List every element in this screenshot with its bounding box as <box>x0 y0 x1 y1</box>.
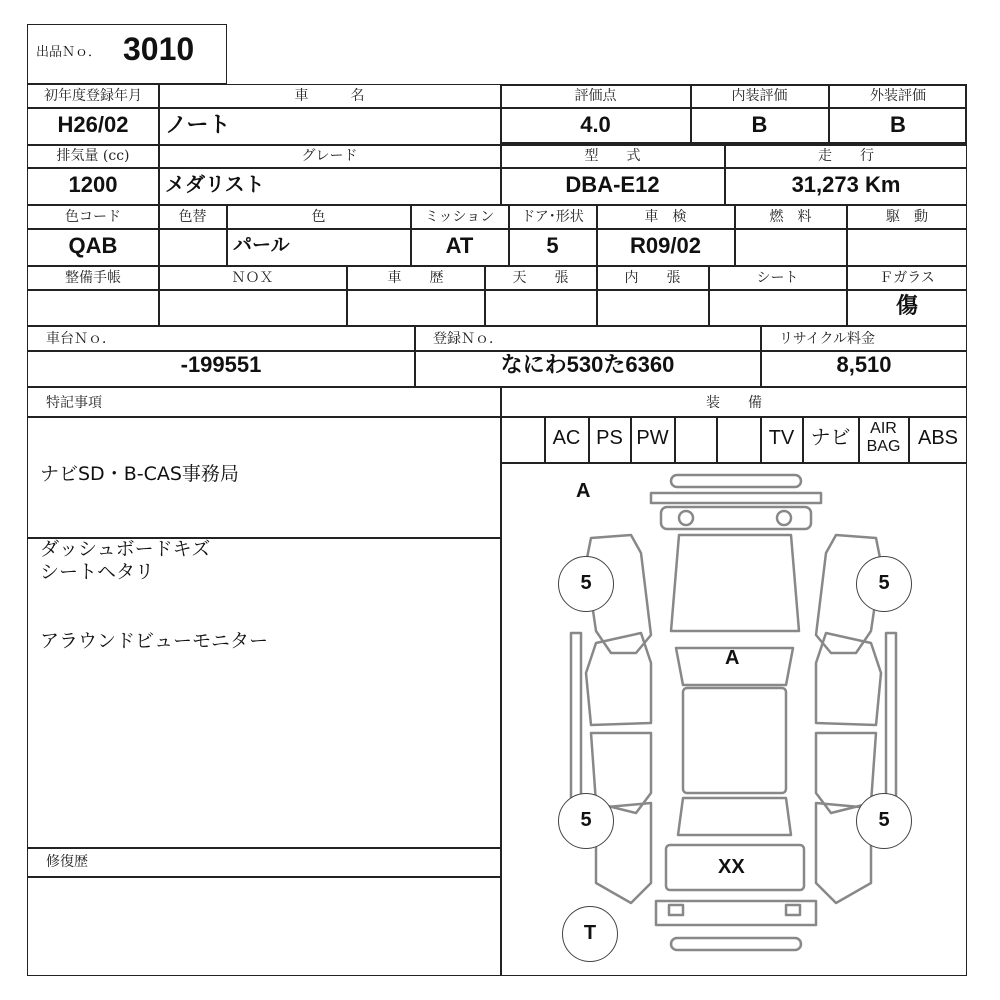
mission-value: AT <box>445 233 474 258</box>
doors-label: ドア･形状 <box>521 209 584 225</box>
seat-label: シート <box>756 270 799 286</box>
grade-label: グレード <box>301 148 358 164</box>
mileage-label: 走 行 <box>818 148 874 164</box>
front-bumper-mark: A <box>576 480 591 502</box>
notes-line-1: ナビSD・B-CAS事務局 <box>40 463 239 485</box>
equip-pw: PW <box>636 427 669 449</box>
tire-rear-right: 5 <box>856 793 912 849</box>
plate-value: なにわ530た6360 <box>500 352 675 377</box>
chassis-label: 車台Ｎｏ． <box>46 331 116 347</box>
interior-label: 内装評価 <box>731 88 788 104</box>
car-damage-diagram <box>501 463 966 975</box>
reg-date-value: H26/02 <box>57 112 129 137</box>
equip-navi: ナビ <box>810 427 851 449</box>
drive-label: 駆 動 <box>886 209 928 225</box>
inspection-value: R09/02 <box>630 233 701 258</box>
exterior-value: B <box>890 112 906 137</box>
equip-ac: AC <box>552 427 581 449</box>
glass-value: 傷 <box>895 294 918 319</box>
lot-number: 3010 <box>123 31 195 67</box>
roof-label: 天 張 <box>512 270 569 286</box>
notes-line-3: シートヘタリ <box>40 561 155 583</box>
tire-rear-left: 5 <box>558 793 614 849</box>
inspection-label: 車 検 <box>644 209 687 225</box>
recycle-label: リサイクル料金 <box>779 331 876 347</box>
equip-abs: ABS <box>917 427 959 449</box>
history-label: 車 歴 <box>387 270 444 286</box>
displacement-label: 排気量 (cc) <box>56 148 130 164</box>
car-name-label: 車 名 <box>294 88 365 104</box>
score-value: 4.0 <box>580 112 611 137</box>
notes-line-4: アラウンドビューモニター <box>40 630 269 652</box>
glass-label: Ｆガラス <box>879 270 935 286</box>
exterior-label: 外装評価 <box>870 88 926 104</box>
model-value: DBA-E12 <box>565 172 660 197</box>
mission-label: ミッション <box>424 209 495 225</box>
chassis-value: -199551 <box>180 352 262 377</box>
doors-value: 5 <box>546 233 559 258</box>
lot-number-label: 出品Ｎｏ． <box>36 45 102 60</box>
equip-tv: TV <box>768 427 795 449</box>
tire-front-right: 5 <box>856 556 912 612</box>
trunk-mark: XX <box>718 856 745 878</box>
equip-ps: PS <box>596 427 623 449</box>
plate-label: 登録Ｎｏ． <box>433 331 503 347</box>
equipment-label: 装 備 <box>706 395 762 411</box>
hood-mark: A <box>725 647 740 669</box>
inner-label: 内 張 <box>624 270 681 286</box>
color-label: 色 <box>311 209 326 225</box>
notes-line-2: ダッシュボードキズ <box>40 538 211 560</box>
recycle-value: 8,510 <box>836 352 892 377</box>
mileage-value: 31,273 Km <box>791 172 901 197</box>
grade-value: メダリスト <box>165 174 265 196</box>
reg-date-label: 初年度登録年月 <box>44 88 142 104</box>
notes-label: 特記事項 <box>46 395 102 411</box>
displacement-value: 1200 <box>68 172 118 197</box>
color-value: パール <box>233 235 290 256</box>
model-label: 型 式 <box>584 148 641 164</box>
score-label: 評価点 <box>574 88 617 104</box>
car-name-value: ノート <box>165 112 231 137</box>
spare-tire: T <box>562 906 618 962</box>
color-change-label: 色替 <box>178 209 207 225</box>
interior-value: B <box>751 112 768 137</box>
tire-front-left: 5 <box>558 556 614 612</box>
color-code-value: QAB <box>68 233 118 258</box>
equip-airbag: AIR BAG <box>866 420 901 455</box>
color-code-label: 色コード <box>65 209 121 225</box>
service-book-label: 整備手帳 <box>65 270 121 286</box>
nox-label: ＮＯＸ <box>231 270 274 286</box>
lot-number-box <box>27 24 227 84</box>
fuel-label: 燃 料 <box>769 209 812 225</box>
repair-history-label: 修復歴 <box>46 854 88 870</box>
